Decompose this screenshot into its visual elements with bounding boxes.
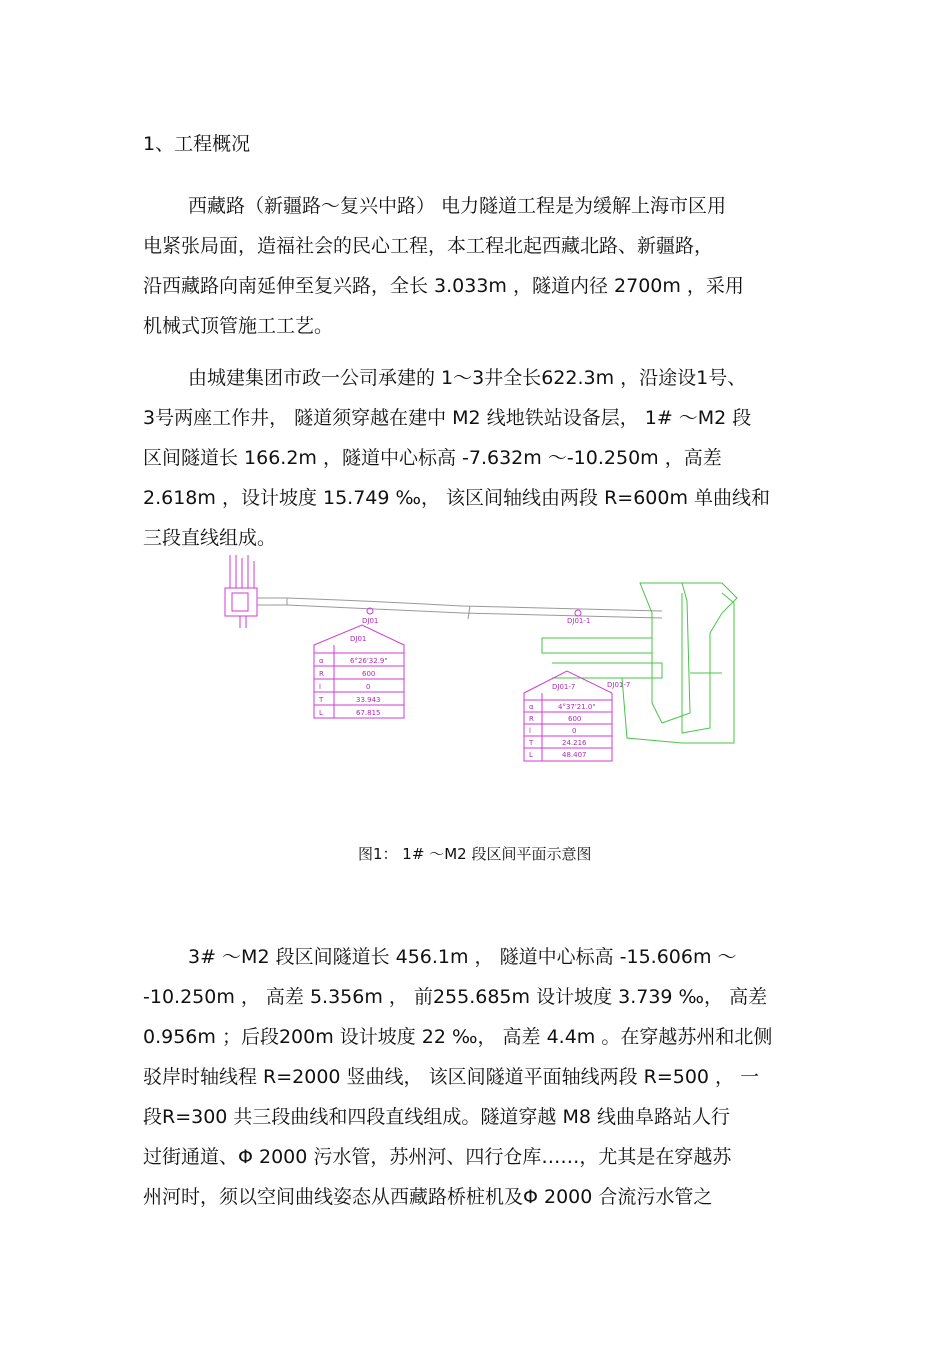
label-dj01-1: DJ01-1 [567,617,591,625]
curve-table-dj01-7 [524,671,612,761]
figure-caption: 图1： 1# ～M2 段区间平面示意图 [358,845,592,863]
paragraph-line: 机械式顶管施工工艺。 [143,315,334,337]
paragraph-line: 沿西藏路向南延伸至复兴路，全长 3.033m ，隧道内径 2700m ，采用 [143,275,744,297]
table2-value: 0 [572,727,577,735]
paragraph-line: 三段直线组成。 [143,527,277,549]
label-dj01: DJ01 [362,617,379,625]
table2-key: α [529,703,534,711]
table1-key: L [319,709,323,717]
paragraph-line: 由城建集团市政一公司承建的 1～3井全长622.3m ，沿途设1号、 [188,367,747,389]
table2-value: 24.216 [562,739,587,747]
paragraph-line: 电紧张局面，造福社会的民心工程，本工程北起西藏北路、新疆路， [143,235,714,257]
table1-key: R [319,670,324,678]
tunnel-alignment [257,598,662,619]
paragraph-line: 0.956m ；后段200m 设计坡度 22 ‰， 高差 4.4m 。在穿越苏州和北侧 [143,1026,773,1048]
table1-key: α [319,657,324,665]
table2-key: L [529,751,533,759]
table2-title: DJ01-7 [552,683,576,691]
paragraph-line: -10.250m ， 高差 5.356m ， 前255.685m 设计坡度 3.739 ‰， 高差 [143,986,768,1008]
table1-value: 600 [362,670,376,678]
paragraph-line: 段R=300 共三段曲线和四段直线组成。隧道穿越 M8 线曲阜路站人行 [143,1106,730,1128]
paragraph-line: 3# ～M2 段区间隧道长 456.1m ， 隧道中心标高 -15.606m ～ [188,946,737,968]
paragraph-line: 过街通道、Φ 2000 污水管，苏州河、四行仓库……，尤其是在穿越苏 [143,1146,732,1168]
table2-key: R [529,715,534,723]
table1-value: 67.815 [356,709,381,717]
paragraph-line: 区间隧道长 166.2m ，隧道中心标高 -7.632m ～-10.250m ，高差 [143,447,722,469]
table1-key: T [319,696,324,704]
paragraph-line: 州河时，须以空间曲线姿态从西藏路桥桩机及Φ 2000 合流污水管之 [143,1186,713,1208]
paragraph-line: 西藏路（新疆路～复兴中路） 电力隧道工程是为缓解上海市区用 [188,195,727,217]
left-shaft [225,555,257,628]
table1-title: DJ01 [350,635,367,643]
paragraph-line: 3号两座工作井， 隧道须穿越在建中 M2 线地铁站设备层， 1# ～M2 段 [143,407,752,429]
table1-value: 33.943 [356,696,381,704]
table1-key: l [319,683,321,691]
curve-table-dj01 [314,625,404,718]
paragraph-line: 驳岸时轴线程 R=2000 竖曲线， 该区间隧道平面轴线两段 R=500 ， 一 [143,1066,760,1088]
table2-value: 600 [568,715,582,723]
section-heading: 1、工程概况 [143,133,251,155]
table2-value: 4°37'21.0" [558,703,596,711]
label-dj01-7: DJ01-7 [607,681,631,689]
table1-value: 0 [366,683,371,691]
paragraph-line: 2.618m ，设计坡度 15.749 ‰， 该区间轴线由两段 R=600m 单曲线和 [143,487,771,509]
table2-key: T [529,739,534,747]
table2-key: l [529,727,531,735]
table2-value: 48.407 [562,751,587,759]
tunnel-plan-figure [222,553,742,773]
table1-value: 6°26'32.9" [350,657,388,665]
